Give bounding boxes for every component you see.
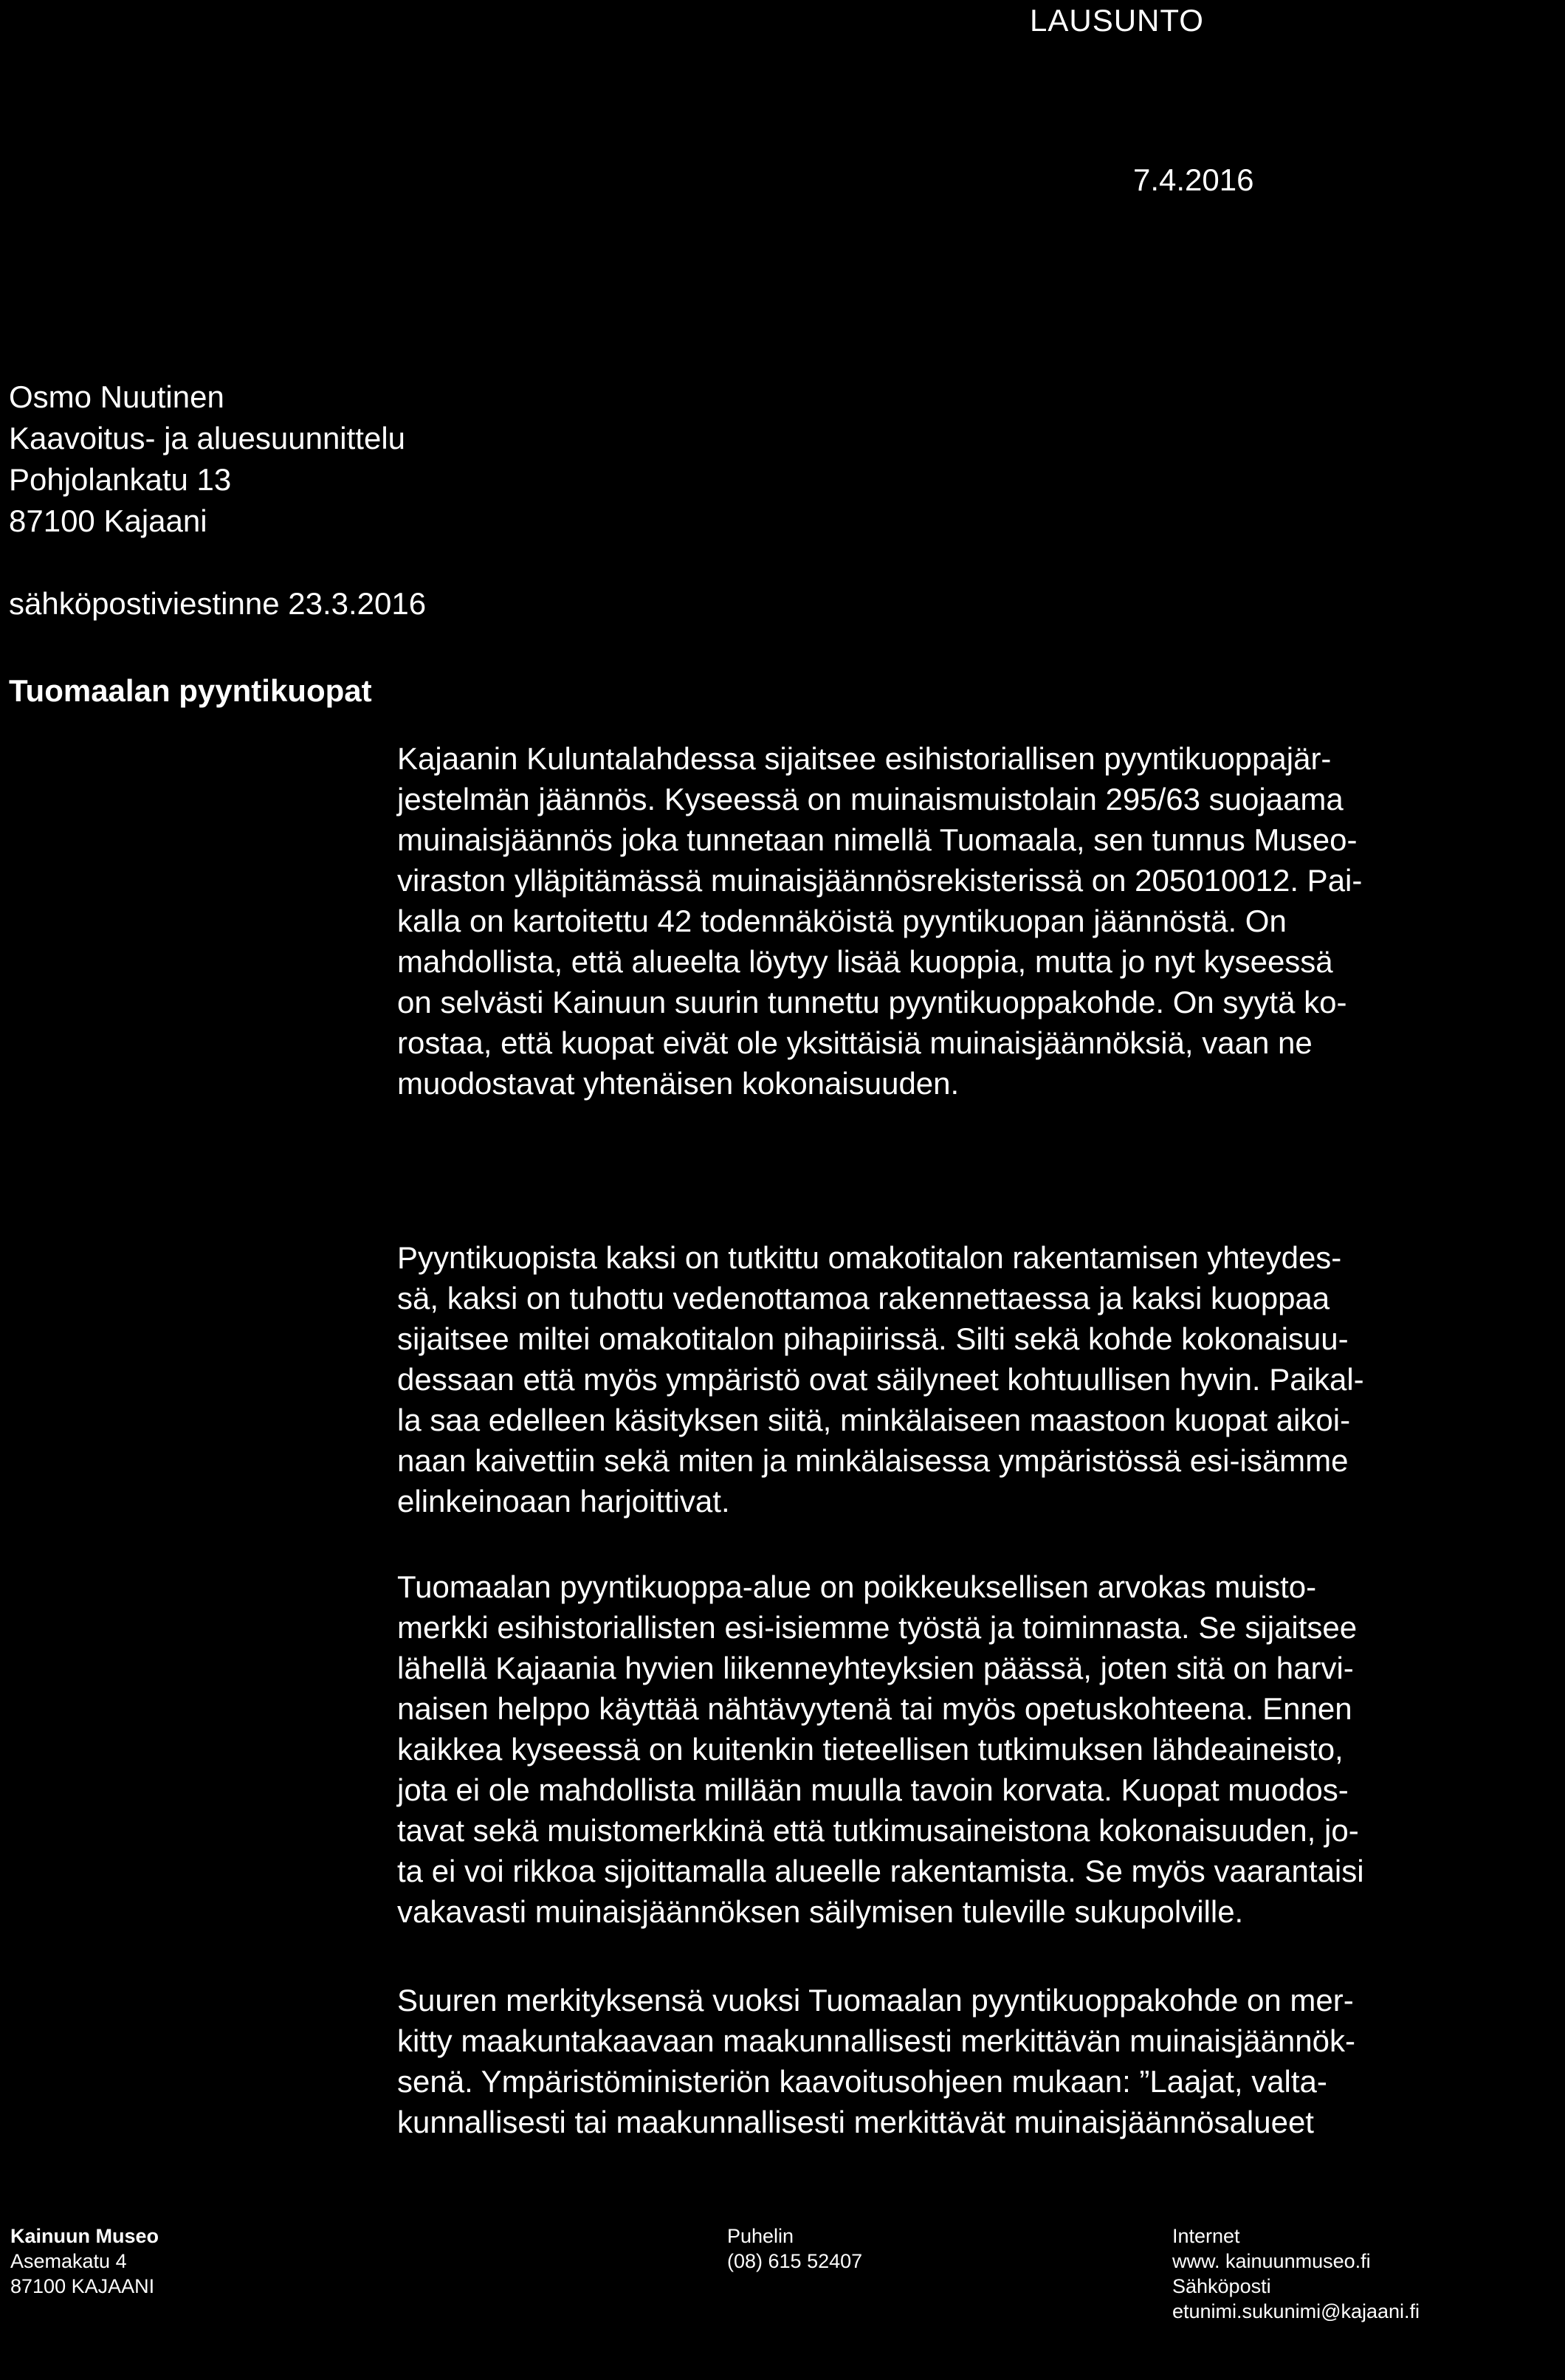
recipient-department: Kaavoitus- ja aluesuunnittelu [9,421,406,455]
text-line: senä. Ympäristöministeriön kaavoitusohjeen mukaan: ”Laajat, valta- [397,2064,1327,2099]
text-line: on selvästi Kainuun suurin tunnettu pyyntikuoppakohde. On syytä ko- [397,985,1347,1019]
paragraph-2 [397,1237,1518,1521]
text-line: naisen helppo käyttää nähtävyytenä tai myös opetuskohteena. Ennen [397,1691,1352,1726]
text-line: Tuomaalan pyyntikuoppa-alue on poikkeuksellisen arvokas muisto- [397,1569,1317,1604]
text-line: muinaisjäännös joka tunnetaan nimellä Tuomaala, sen tunnus Museo- [397,822,1358,857]
text-line: la saa edelleen käsityksen siitä, minkälaiseen maastoon kuopat aikoi- [397,1403,1351,1437]
text-line: kitty maakuntakaavaan maakunnallisesti merkittävän muinaisjäännök- [397,2023,1355,2058]
text-line: lähellä Kajaania hyvien liikenneyhteyksien päässä, joten sitä on harvi- [397,1651,1354,1685]
text-line: kaikkea kyseessä on kuitenkin tieteellisen tutkimuksen lähdeaineisto, [397,1732,1344,1767]
text-line: mahdollista, että alueelta löytyy lisää kuoppia, mutta jo nyt kyseessä [397,944,1333,979]
footer-phone-number: (08) 615 52407 [727,2250,863,2272]
footer-organization [10,2223,159,2299]
footer-phone [727,2223,862,2274]
paragraph-1 [397,738,1518,1104]
paragraph-4 [397,1980,1518,2142]
recipient-street: Pohjolankatu 13 [9,462,232,497]
text-line: kalla on kartoitettu 42 todennäköistä pyyntikuopan jäännöstä. On [397,904,1287,938]
text-line: jestelmän jäännös. Kyseessä on muinaismuistolain 295/63 suojaama [397,782,1344,816]
text-line: merkki esihistoriallisten esi-isiemme työstä ja toiminnasta. Se sijaitsee [397,1610,1358,1645]
text-line: kunnallisesti tai maakunnallisesti merkittävät muinaisjäännösalueet [397,2105,1314,2139]
text-line: sä, kaksi on tuhottu vedenottamoa rakennettaessa ja kaksi kuoppaa [397,1281,1330,1315]
document-type: LAUSUNTO [1030,3,1204,38]
text-line: naan kaivettiin sekä miten ja minkälaisessa ympäristössä esi-isämme [397,1443,1349,1478]
reference-line: sähköpostiviestinne 23.3.2016 [9,586,427,621]
text-line: jota ei ole mahdollista millään muulla tavoin korvata. Kuopat muodos- [397,1772,1349,1807]
text-line: elinkeinoaan harjoittivat. [397,1484,730,1519]
footer-email-label: Sähköposti [1172,2275,1271,2297]
text-line: dessaan että myös ympäristö ovat säilyneet kohtuullisen hyvin. Paikal- [397,1362,1364,1397]
recipient-address [9,376,405,542]
text-line: rostaa, että kuopat eivät ole yksittäisiä muinaisjäännöksiä, vaan ne [397,1025,1313,1060]
text-line: sijaitsee miltei omakotitalon pihapiirissä. Silti sekä kohde kokonaisuu- [397,1321,1349,1356]
text-line: muodostavat yhtenäisen kokonaisuuden. [397,1066,960,1101]
text-line: viraston ylläpitämässä muinaisjäännösrekisterissä on 205010012. Pai- [397,863,1363,898]
footer-org-name: Kainuun Museo [10,2225,159,2247]
document-date: 7.4.2016 [1133,162,1254,197]
footer-web [1172,2223,1420,2324]
text-line: tavat sekä muistomerkkinä että tutkimusaineistona kokonaisuuden, jo- [397,1813,1359,1848]
recipient-postal: 87100 Kajaani [9,503,207,538]
text-line: vakavasti muinaisjäännöksen säilymisen tuleville sukupolville. [397,1894,1244,1929]
text-line: Kajaanin Kuluntalahdessa sijaitsee esihistoriallisen pyyntikuoppajär- [397,741,1332,776]
footer-email-link[interactable]: etunimi.sukunimi@kajaani.fi [1172,2300,1420,2322]
footer-website-link[interactable]: www. kainuunmuseo.fi [1172,2250,1371,2272]
text-line: ta ei voi rikkoa sijoittamalla alueelle rakentamista. Se myös vaarantaisi [397,1854,1364,1888]
paragraph-3 [397,1566,1518,1932]
footer-org-postal: 87100 KAJAANI [10,2275,155,2297]
text-line: Pyyntikuopista kaksi on tutkittu omakotitalon rakentamisen yhteydes- [397,1240,1342,1275]
subject-heading: Tuomaalan pyyntikuopat [9,673,372,708]
text-line: Suuren merkityksensä vuoksi Tuomaalan pyyntikuoppakohde on mer- [397,1983,1354,2018]
footer-internet-label: Internet [1172,2225,1240,2247]
recipient-name: Osmo Nuutinen [9,379,224,414]
footer-phone-label: Puhelin [727,2225,794,2247]
footer-org-street: Asemakatu 4 [10,2250,127,2272]
